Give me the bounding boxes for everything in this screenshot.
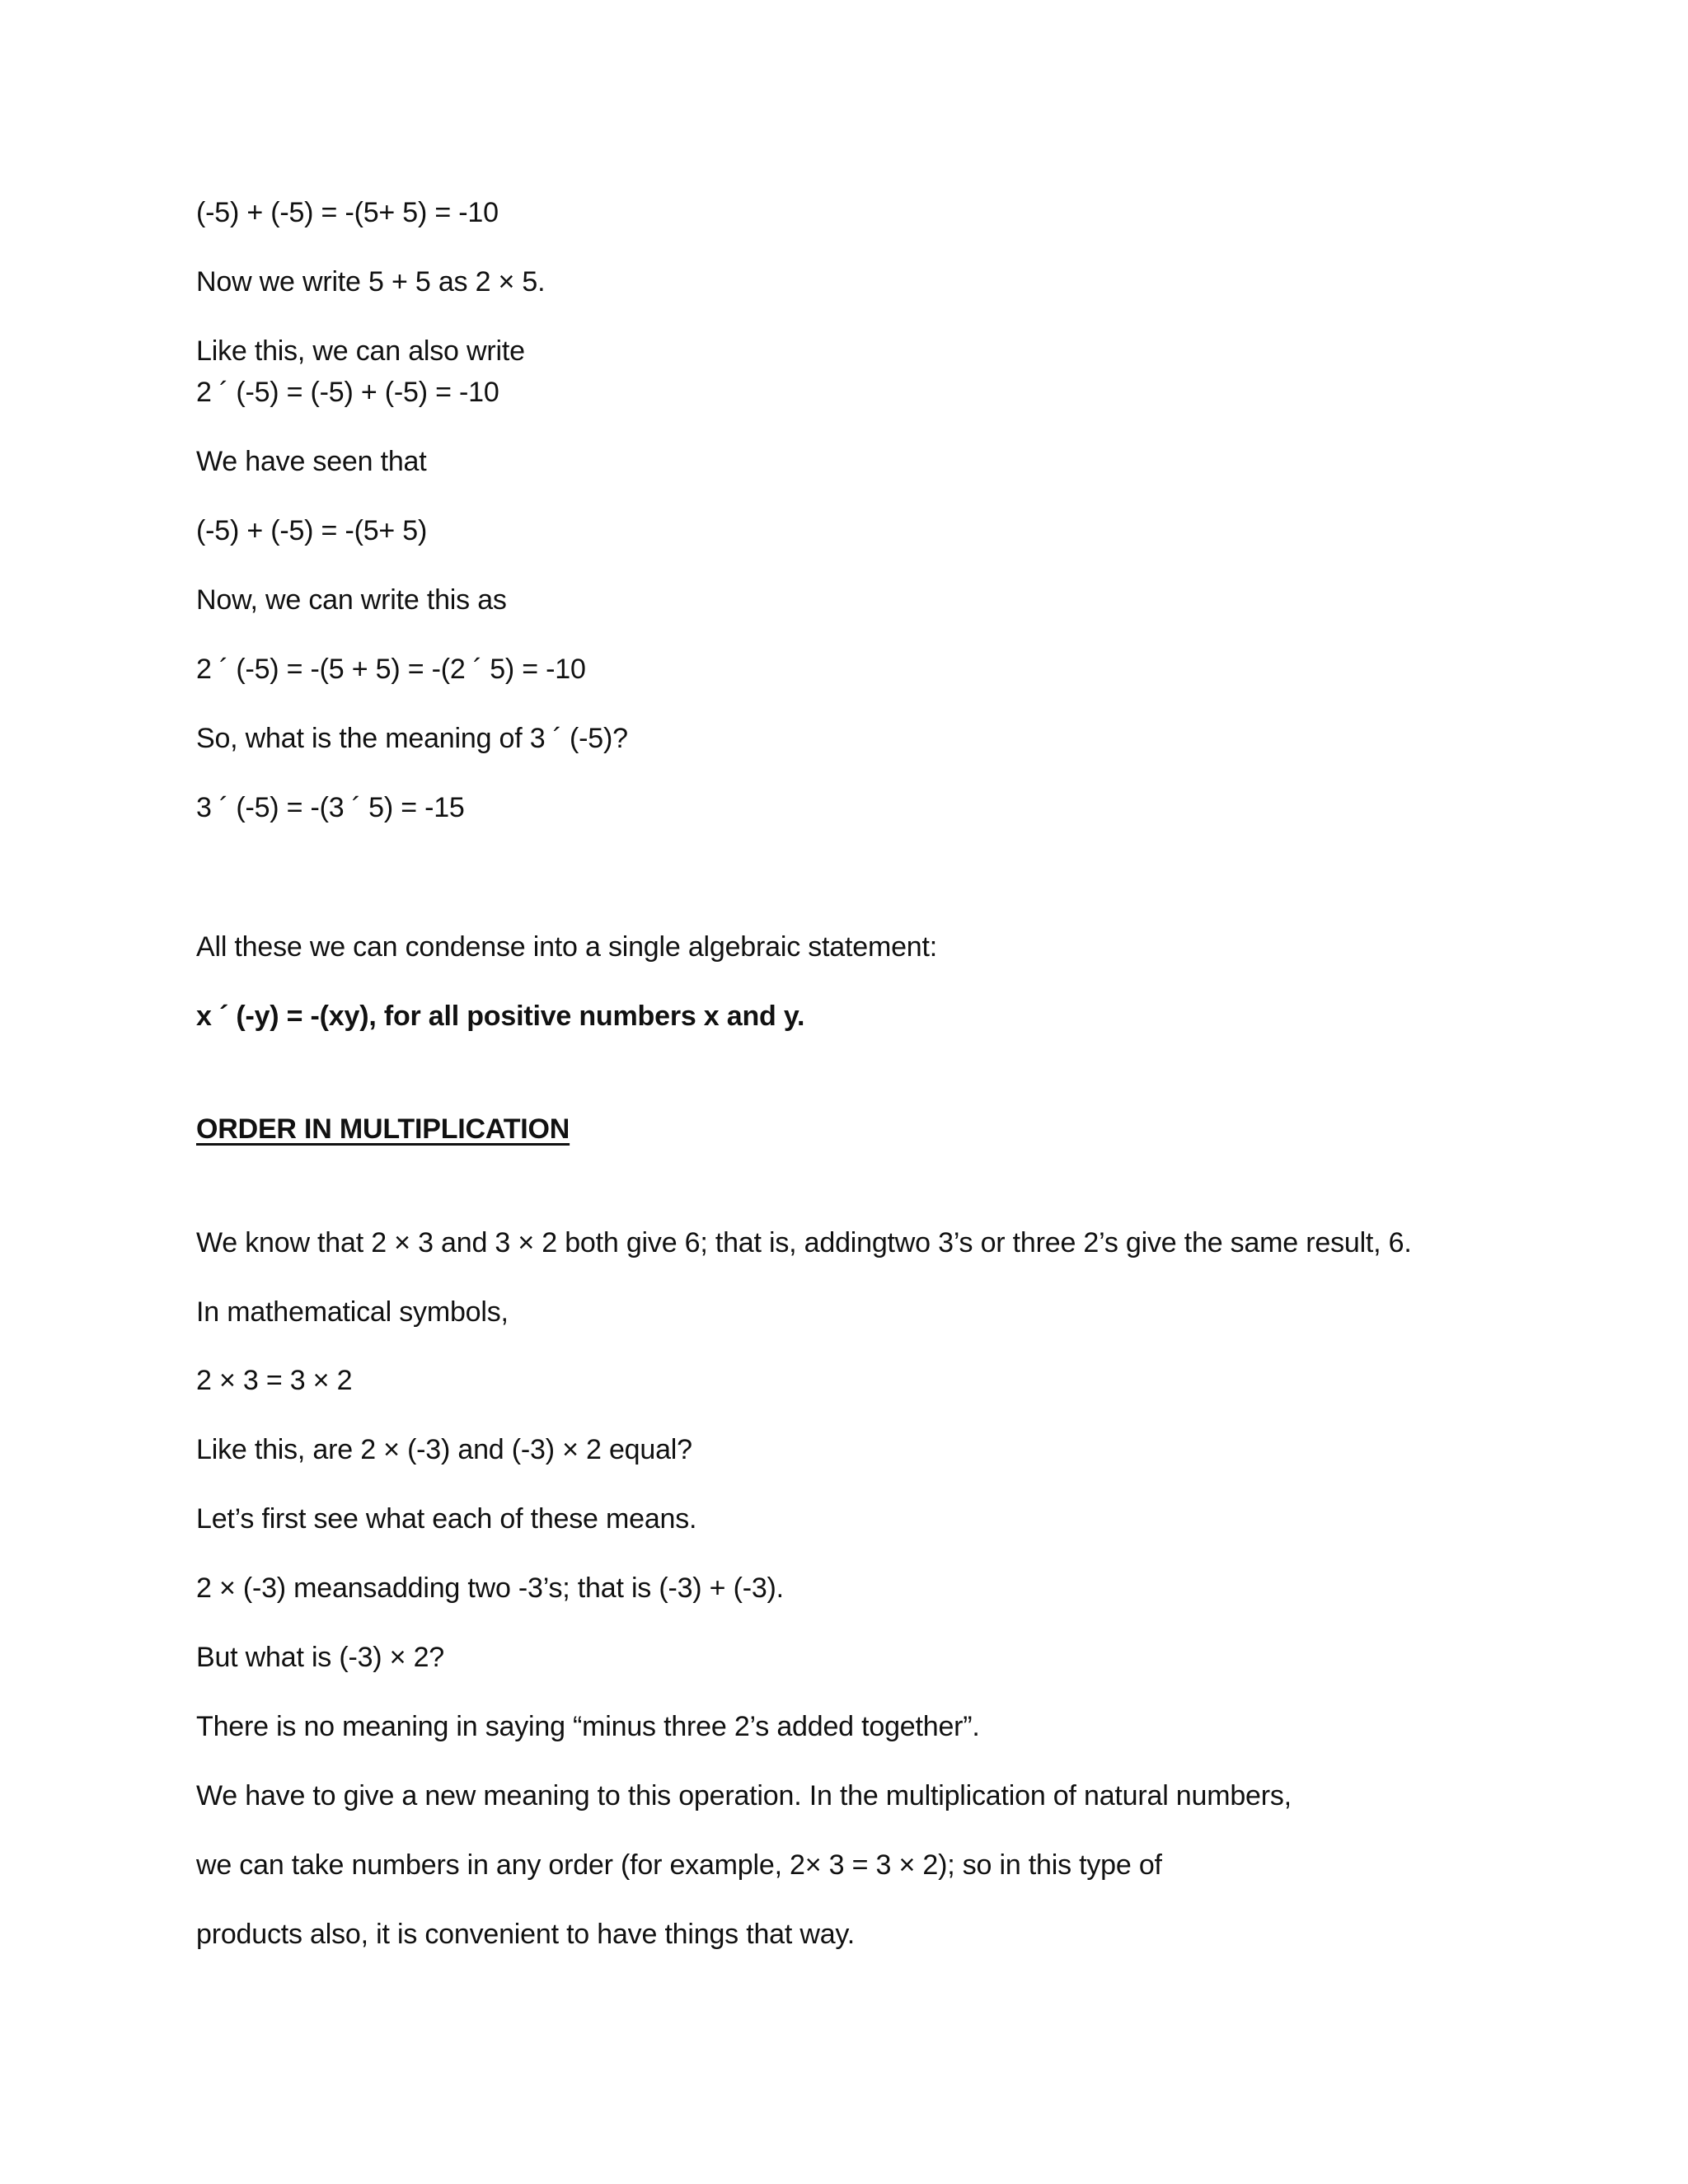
text-line: There is no meaning in saying “minus three 2’s added together”. [196,1711,980,1742]
equation-line: (-5) + (-5) = -(5+ 5) [196,515,428,546]
text-line: We have seen that [196,446,427,477]
text-line: So, what is the meaning of 3 ´ (-5)? [196,723,628,754]
equation-line: 2 ´ (-5) = (-5) + (-5) = -10 [196,377,499,408]
equation-line: 2 ´ (-5) = -(5 + 5) = -(2 ´ 5) = -10 [196,654,586,685]
text-line: Now, we can write this as [196,584,507,616]
text-line: Let’s first see what each of these means. [196,1503,697,1535]
text-line: All these we can condense into a single algebraic statement: [196,931,937,963]
text-line: we can take numbers in any order (for example, 2× 3 = 3 × 2); so in this type of [196,1849,1162,1881]
equation-line: 3 ´ (-5) = -(3 ´ 5) = -15 [196,792,465,823]
equation-line: (-5) + (-5) = -(5+ 5) = -10 [196,197,499,228]
text-line: But what is (-3) × 2? [196,1642,444,1673]
text-line: In mathematical symbols, [196,1296,509,1328]
text-line: products also, it is convenient to have things that way. [196,1919,855,1950]
text-line: Like this, are 2 × (-3) and (-3) × 2 equal? [196,1434,692,1465]
text-line: We know that 2 × 3 and 3 × 2 both give 6; that is, addingtwo 3’s or three 2’s give the same result, 6. [196,1227,1412,1258]
equation-line: 2 × 3 = 3 × 2 [196,1365,353,1396]
text-line: Now we write 5 + 5 as 2 × 5. [196,266,546,298]
text-line: Like this, we can also write [196,335,525,367]
text-line: 2 × (-3) meansadding two -3’s; that is (-3) + (-3). [196,1572,784,1604]
section-heading: ORDER IN MULTIPLICATION [196,1113,570,1145]
text-line: We have to give a new meaning to this operation. In the multiplication of natural numbers, [196,1780,1292,1811]
algebraic-statement: x ´ (-y) = -(xy), for all positive numbers x and y. [196,1001,805,1032]
